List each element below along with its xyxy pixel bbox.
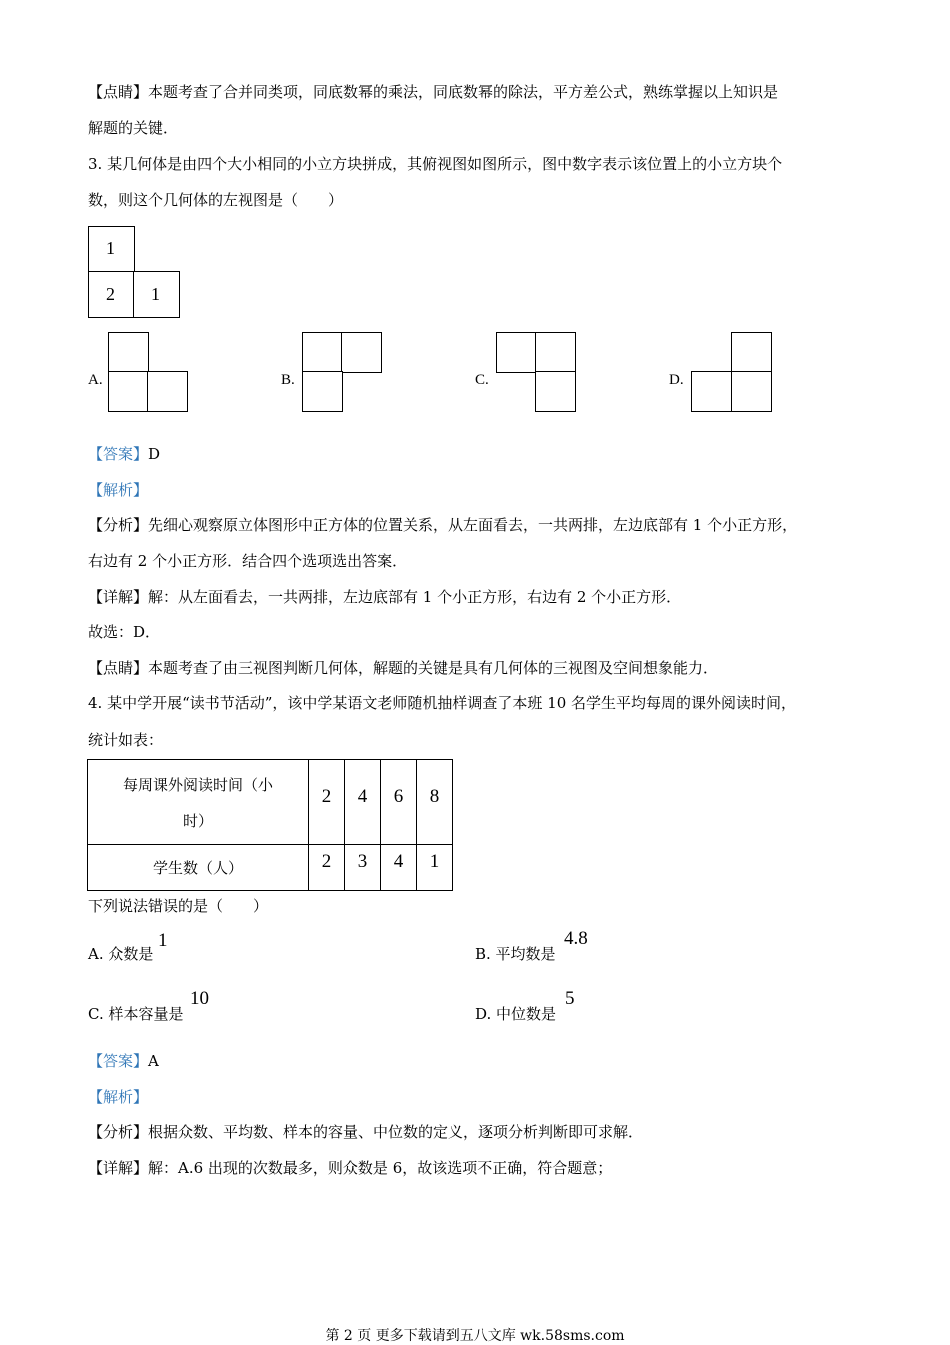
q4-option-c-value: 10 <box>190 988 209 1009</box>
q3-stem-line2: 数，则这个几何体的左视图是（ ） <box>88 191 344 209</box>
answer-tag: 【答案】 <box>88 445 149 463</box>
xiangjie-text: 解：A.6 出现的次数最多，则众数是 6，故该选项不正确，符合题意； <box>148 1159 613 1177</box>
q4-answer-line <box>88 1051 159 1071</box>
fenxi-tag: 【分析】 <box>88 1123 149 1141</box>
top-view-number: 1 <box>106 238 115 258</box>
option-a-square <box>108 371 149 412</box>
q4-option-b-label: B. 平均数是 <box>475 945 556 963</box>
q4-stats-table <box>87 759 453 891</box>
row1-label-b: 时） <box>182 811 213 830</box>
option-b-square <box>302 371 343 412</box>
row1-label-a: 每周课外阅读时间（小 <box>122 775 273 794</box>
table-cell: 2 <box>309 760 345 845</box>
option-c-square <box>535 371 576 412</box>
xiangjie-tag: 【详解】 <box>88 1159 149 1177</box>
dianjing-tag: 【点睛】 <box>88 83 149 101</box>
option-a-square <box>108 332 149 373</box>
dianjing-tag: 【点睛】 <box>88 659 149 677</box>
xiangjie-text: 解：从左面看去，一共两排，左边底部有 1 个小正方形，右边有 2 个小正方形． <box>148 588 682 606</box>
q4-option-d-label: D. 中位数是 <box>475 1005 557 1023</box>
table-cell: 6 <box>381 760 417 845</box>
q4-question: 下列说法错误的是（ ） <box>88 897 269 915</box>
option-c-label: C. <box>475 372 489 388</box>
fenxi-tag: 【分析】 <box>88 516 149 534</box>
table-cell: 2 <box>309 845 345 891</box>
page-footer: 第 2 页 更多下载请到五八文库 wk.58sms.com <box>325 1328 625 1344</box>
option-c-square <box>535 332 576 373</box>
prev-dianjing-line2: 解题的关键． <box>88 119 179 137</box>
option-b-label: B. <box>281 372 295 388</box>
table-row <box>88 760 453 845</box>
top-view-number: 2 <box>106 284 115 304</box>
q3-answer-line <box>88 444 160 464</box>
option-a-square <box>147 371 188 412</box>
top-view-number: 1 <box>151 284 160 304</box>
xiangjie-tag: 【详解】 <box>88 588 149 606</box>
option-c-square <box>496 332 537 373</box>
table-row <box>88 845 453 891</box>
option-d-square <box>731 332 772 373</box>
table-header-cell <box>88 760 309 845</box>
q3-guxuan-line: 故选：D． <box>88 623 161 641</box>
q4-option-d-value: 5 <box>565 988 575 1009</box>
fenxi-text: 先细心观察原立体图形中正方体的位置关系，从左面看去，一共两排，左边底部有 1 个小正方形， <box>148 516 798 534</box>
q4-fenxi-line <box>88 1122 643 1142</box>
option-a-label: A. <box>88 372 103 388</box>
prev-dianjing-line1 <box>88 82 778 102</box>
q3-xiangjie-line <box>88 587 681 607</box>
answer-value: D <box>148 445 161 463</box>
q4-stem-line2: 统计如表： <box>88 731 164 749</box>
q3-stem-line1: 3. 某几何体是由四个大小相同的小立方块拼成，其俯视图如图所示，图中数字表示该位置上的小立方块个 <box>88 155 783 173</box>
answer-tag: 【答案】 <box>88 1052 149 1070</box>
answer-value: A <box>148 1052 159 1070</box>
option-d-label: D. <box>669 372 684 388</box>
q3-jiexi-tag: 【解析】 <box>88 481 149 499</box>
option-d-square <box>731 371 772 412</box>
q3-fenxi-line1 <box>88 515 797 535</box>
fenxi-text: 根据众数、平均数、样本的容量、中位数的定义，逐项分析判断即可求解． <box>148 1123 644 1141</box>
dianjing-text: 本题考查了合并同类项，同底数幂的乘法，同底数幂的除法，平方差公式，熟练掌握以上知识是 <box>148 83 779 101</box>
q4-option-a-label: A. 众数是 <box>88 945 154 963</box>
option-b-square <box>302 332 343 373</box>
table-cell: 8 <box>417 760 453 845</box>
q4-xiangjie-line <box>88 1158 612 1178</box>
table-cell: 1 <box>417 845 453 891</box>
q4-stem-line1: 4. 某中学开展“读书节活动”，该中学某语文老师随机抽样调查了本班 10 名学生平均每周的课外阅读时间， <box>88 694 797 712</box>
table-cell: 3 <box>345 845 381 891</box>
dianjing-text: 本题考查了由三视图判断几何体，解题的关键是具有几何体的三视图及空间想象能力． <box>148 659 719 677</box>
table-cell: 4 <box>381 845 417 891</box>
q4-jiexi-tag: 【解析】 <box>88 1088 149 1106</box>
table-cell: 4 <box>345 760 381 845</box>
option-b-square <box>341 332 382 373</box>
q3-dianjing-line <box>88 658 718 678</box>
q4-option-c-label: C. 样本容量是 <box>88 1005 184 1023</box>
option-d-square <box>691 371 732 412</box>
q3-fenxi-line2: 右边有 2 个小正方形．结合四个选项选出答案． <box>88 552 408 570</box>
q4-option-b-value: 4.8 <box>564 928 588 949</box>
table-header-cell: 学生数（人） <box>88 845 309 891</box>
q4-option-a-value: 1 <box>158 930 168 951</box>
